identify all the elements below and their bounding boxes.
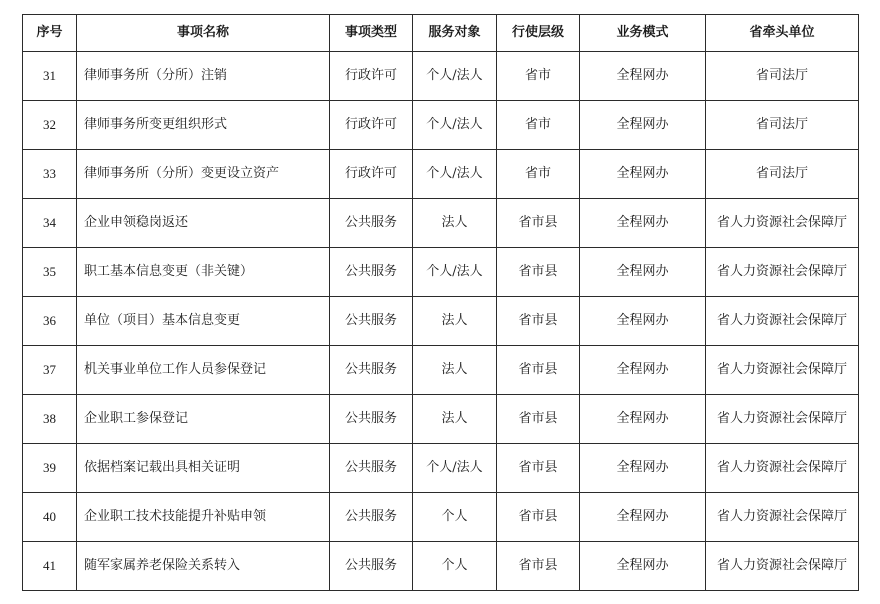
serial-number-cell: 37: [23, 346, 77, 395]
table-row: [23, 52, 859, 101]
item-type-cell: 公共服务: [330, 493, 413, 542]
item-name-cell: 律师事务所变更组织形式: [77, 101, 330, 150]
header-service-target: 服务对象: [413, 15, 497, 52]
lead-department-cell: 省人力资源社会保障厅: [706, 297, 859, 346]
serial-number-cell: 35: [23, 248, 77, 297]
item-name-cell: 随军家属养老保险关系转入: [77, 542, 330, 591]
business-mode-cell: 全程网办: [580, 101, 706, 150]
business-mode-cell: 全程网办: [580, 444, 706, 493]
header-item-name: 事项名称: [77, 15, 330, 52]
table-row: [23, 346, 859, 395]
item-type-cell: 公共服务: [330, 395, 413, 444]
admin-level-cell: 省市: [497, 150, 580, 199]
serial-number-cell: 36: [23, 297, 77, 346]
service-target-cell: 个人: [413, 493, 497, 542]
header-business-mode: 业务模式: [580, 15, 706, 52]
lead-department-cell: 省人力资源社会保障厅: [706, 199, 859, 248]
serial-number-cell: 39: [23, 444, 77, 493]
header-lead-department: 省牵头单位: [706, 15, 859, 52]
item-name-cell: 企业申领稳岗返还: [77, 199, 330, 248]
item-name-cell: 律师事务所（分所）注销: [77, 52, 330, 101]
business-mode-cell: 全程网办: [580, 150, 706, 199]
item-name-cell: 职工基本信息变更（非关键）: [77, 248, 330, 297]
business-mode-cell: 全程网办: [580, 346, 706, 395]
table-row: [23, 542, 859, 591]
header-row: [23, 15, 859, 52]
header-admin-level: 行使层级: [497, 15, 580, 52]
item-type-cell: 行政许可: [330, 52, 413, 101]
lead-department-cell: 省人力资源社会保障厅: [706, 444, 859, 493]
admin-level-cell: 省市县: [497, 297, 580, 346]
admin-level-cell: 省市县: [497, 542, 580, 591]
service-target-cell: 法人: [413, 395, 497, 444]
item-name-cell: 企业职工技术技能提升补贴申领: [77, 493, 330, 542]
item-type-cell: 公共服务: [330, 542, 413, 591]
business-mode-cell: 全程网办: [580, 395, 706, 444]
serial-number-cell: 40: [23, 493, 77, 542]
admin-level-cell: 省市县: [497, 444, 580, 493]
table-row: [23, 199, 859, 248]
item-name-cell: 企业职工参保登记: [77, 395, 330, 444]
business-mode-cell: 全程网办: [580, 297, 706, 346]
table-row: [23, 395, 859, 444]
lead-department-cell: 省人力资源社会保障厅: [706, 248, 859, 297]
admin-level-cell: 省市县: [497, 248, 580, 297]
service-target-cell: 个人/法人: [413, 52, 497, 101]
table-header: [23, 15, 859, 52]
table-row: [23, 150, 859, 199]
lead-department-cell: 省人力资源社会保障厅: [706, 395, 859, 444]
lead-department-cell: 省司法厅: [706, 101, 859, 150]
item-type-cell: 公共服务: [330, 297, 413, 346]
service-target-cell: 法人: [413, 199, 497, 248]
service-target-cell: 法人: [413, 297, 497, 346]
service-target-cell: 个人/法人: [413, 444, 497, 493]
item-type-cell: 公共服务: [330, 199, 413, 248]
business-mode-cell: 全程网办: [580, 542, 706, 591]
admin-level-cell: 省市县: [497, 395, 580, 444]
business-mode-cell: 全程网办: [580, 199, 706, 248]
serial-number-cell: 31: [23, 52, 77, 101]
lead-department-cell: 省司法厅: [706, 52, 859, 101]
item-type-cell: 行政许可: [330, 150, 413, 199]
services-table: [22, 14, 859, 591]
admin-level-cell: 省市县: [497, 493, 580, 542]
header-item-type: 事项类型: [330, 15, 413, 52]
lead-department-cell: 省人力资源社会保障厅: [706, 346, 859, 395]
service-target-cell: 个人: [413, 542, 497, 591]
item-name-cell: 机关事业单位工作人员参保登记: [77, 346, 330, 395]
business-mode-cell: 全程网办: [580, 52, 706, 101]
admin-level-cell: 省市县: [497, 346, 580, 395]
serial-number-cell: 41: [23, 542, 77, 591]
admin-level-cell: 省市: [497, 52, 580, 101]
business-mode-cell: 全程网办: [580, 493, 706, 542]
admin-level-cell: 省市县: [497, 199, 580, 248]
item-name-cell: 律师事务所（分所）变更设立资产: [77, 150, 330, 199]
item-type-cell: 行政许可: [330, 101, 413, 150]
business-mode-cell: 全程网办: [580, 248, 706, 297]
table-body: [23, 52, 859, 591]
admin-level-cell: 省市: [497, 101, 580, 150]
table-row: [23, 101, 859, 150]
item-name-cell: 单位（项目）基本信息变更: [77, 297, 330, 346]
table-row: [23, 444, 859, 493]
service-target-cell: 法人: [413, 346, 497, 395]
service-target-cell: 个人/法人: [413, 248, 497, 297]
table-row: [23, 297, 859, 346]
serial-number-cell: 33: [23, 150, 77, 199]
serial-number-cell: 32: [23, 101, 77, 150]
lead-department-cell: 省人力资源社会保障厅: [706, 493, 859, 542]
item-type-cell: 公共服务: [330, 346, 413, 395]
item-name-cell: 依据档案记载出具相关证明: [77, 444, 330, 493]
item-type-cell: 公共服务: [330, 248, 413, 297]
item-type-cell: 公共服务: [330, 444, 413, 493]
service-target-cell: 个人/法人: [413, 101, 497, 150]
lead-department-cell: 省司法厅: [706, 150, 859, 199]
header-serial-number: 序号: [23, 15, 77, 52]
table-row: [23, 493, 859, 542]
serial-number-cell: 34: [23, 199, 77, 248]
serial-number-cell: 38: [23, 395, 77, 444]
table-row: [23, 248, 859, 297]
document-page: [22, 14, 858, 591]
service-target-cell: 个人/法人: [413, 150, 497, 199]
lead-department-cell: 省人力资源社会保障厅: [706, 542, 859, 591]
